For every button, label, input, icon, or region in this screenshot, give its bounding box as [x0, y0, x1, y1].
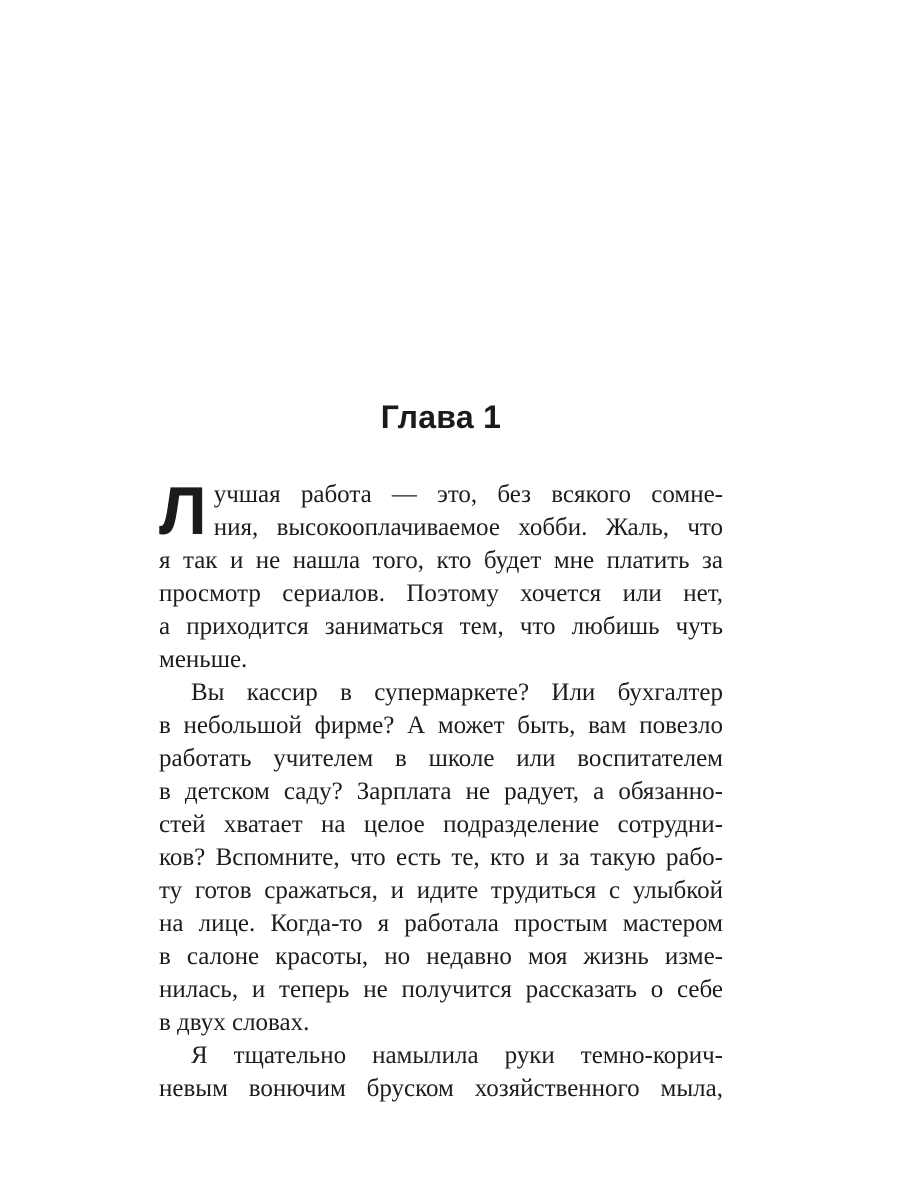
text-line: на лице. Когда-то я работала простым мастером [159, 910, 723, 937]
body-text [159, 473, 723, 1105]
text-line: просмотр сериалов. Поэтому хочется или нет, [159, 580, 723, 607]
text-line: Вы кассир в супермаркете? Или бухгалтер [191, 679, 723, 706]
text-line: меньше. [159, 646, 248, 673]
text-line: работать учителем в школе или воспитателем [159, 745, 723, 772]
text-line: я так и не нашла того, кто будет мне платить за [159, 547, 723, 574]
text-line: нилась, и теперь не получится рассказать о себе [159, 976, 723, 1003]
text-line: Я тщательно намылила руки темно-корич- [191, 1042, 723, 1069]
text-line: стей хватает на целое подразделение сотрудни- [159, 811, 723, 838]
paragraph [159, 473, 723, 676]
text-line: в двух словах. [159, 1009, 310, 1036]
text-line: а приходится заниматься тем, что любишь чуть [159, 613, 723, 640]
text-line: ния, высокооплачиваемое хобби. Жаль, что [213, 514, 723, 541]
text-line: ту готов сражаться, и идите трудиться с улыбкой [159, 877, 723, 904]
paragraph [159, 676, 723, 1039]
paragraph [159, 1039, 723, 1105]
text-column [159, 0, 723, 1105]
chapter-heading: Глава 1 [380, 399, 502, 435]
text-line: в салоне красоты, но недавно моя жизнь изме- [159, 943, 723, 970]
text-line: в детском саду? Зарплата не радует, а обязанно- [159, 778, 723, 805]
drop-cap-letter: Л [159, 473, 207, 549]
text-line: ков? Вспомните, что есть те, кто и за такую рабо- [159, 844, 723, 871]
text-line: в небольшой фирме? А может быть, вам повезло [159, 712, 723, 739]
text-line: невым вонючим бруском хозяйственного мыла, [159, 1075, 723, 1102]
text-line: учшая работа — это, без всякого сомне- [213, 481, 723, 508]
